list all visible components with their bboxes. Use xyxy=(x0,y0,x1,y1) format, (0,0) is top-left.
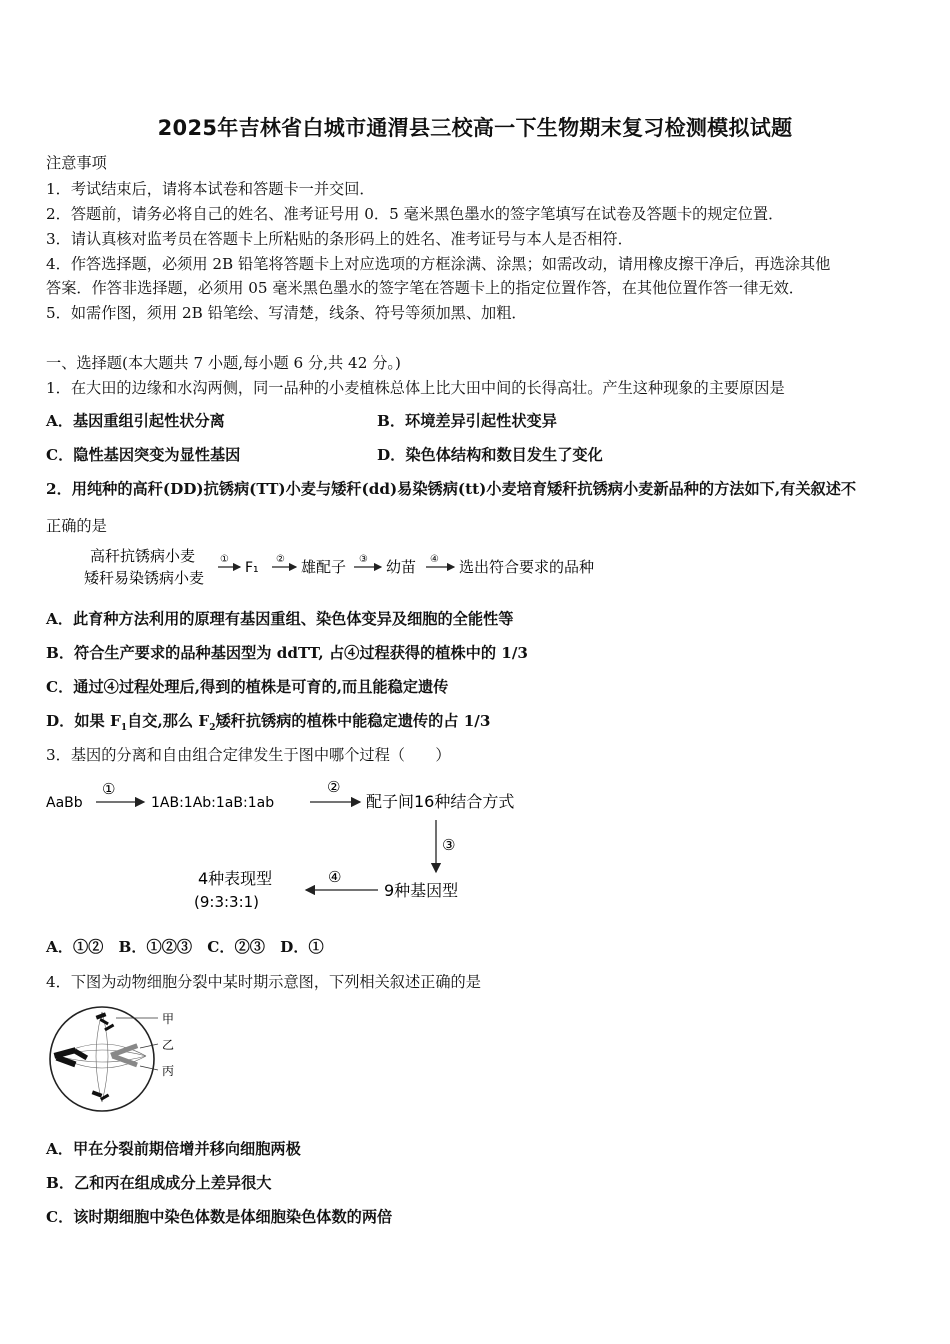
page-title: 2025年吉林省白城市通渭县三校高一下生物期末复习检测模拟试题 xyxy=(157,116,793,140)
q1-option-d: D．染色体结构和数目发生了变化 xyxy=(377,446,603,464)
q1-option-a: A．基因重组引起性状分离 xyxy=(46,412,225,430)
question-4-stem: 4．下图为动物细胞分裂中某时期示意图，下列相关叙述正确的是 xyxy=(46,973,481,991)
notice-item: 答案．作答非选择题，必须用 05 毫米黑色墨水的签字笔在答题卡上的指定位置作答，在其他位置作答一律无效． xyxy=(46,279,804,297)
gamete-ratio: 1AB:1Ab:1aB:1ab xyxy=(151,795,275,811)
q1-option-c: C．隐性基因突变为显性基因 xyxy=(46,446,241,464)
section-heading: 一、选择题(本大题共 7 小题,每小题 6 分,共 42 分。) xyxy=(46,354,401,372)
genotype-count: 9种基因型 xyxy=(384,881,459,900)
label-bing: 丙 xyxy=(162,1064,175,1078)
question-1-stem: 1．在大田的边缘和水沟两侧，同一品种的小麦植株总体上比大田中间的长得高壮。产生这种现象的主要原因是 xyxy=(46,379,785,397)
q4-option-b: B．乙和丙在组成成分上差异很大 xyxy=(46,1174,272,1192)
step-1-label: ① xyxy=(220,554,229,565)
parent-short-susceptible: 矮秆易染锈病小麦 xyxy=(84,569,205,587)
spindle-fibers xyxy=(58,1012,146,1102)
q1-option-b: B．环境差异引起性状变异 xyxy=(377,412,557,430)
q2-option-d: D．如果 $F_1$自交,那么 $F_2$矮秆抗锈病的植株中能稳定遗传的占 1/3 xyxy=(46,712,491,734)
question-2-stem: 2．用纯种的高秆(DD)抗锈病(TT)小麦与矮秆(dd)易染锈病(tt)小麦培育矮秆抗锈病小麦新品种的方法如下,有关叙述不 xyxy=(46,480,857,498)
notice-item: 3．请认真核对监考员在答题卡上所粘贴的条形码上的姓名、准考证号与本人是否相符． xyxy=(46,230,633,248)
select-label: 选出符合要求的品种 xyxy=(459,558,595,576)
phenotype-ratio: (9:3:3:1) xyxy=(194,893,260,911)
pointer-yi xyxy=(140,1044,158,1048)
pointer-bing xyxy=(140,1066,158,1070)
notice-heading: 注意事项 xyxy=(46,154,107,172)
genotype-aabb: AaBb xyxy=(46,795,83,811)
combination-label: 配子间16种结合方式 xyxy=(366,792,515,811)
f1-label: F₁ xyxy=(245,560,259,576)
step-3-label: ③ xyxy=(442,836,456,854)
parent-tall-resistant: 高秆抗锈病小麦 xyxy=(90,547,196,565)
step-1-label: ① xyxy=(102,780,116,798)
step-4-label: ④ xyxy=(430,554,439,565)
q2-option-b: B．符合生产要求的品种基因型为 ddTT, 占④过程获得的植株中的 1/3 xyxy=(46,644,528,662)
question-2-stem-cont: 正确的是 xyxy=(46,517,107,535)
step-2-label: ② xyxy=(327,778,341,796)
notice-item: 4．作答选择题，必须用 2B 铅笔将答题卡上对应选项的方框涂满、涂黑；如需改动，请用橡皮擦干净后，再选涂其他 xyxy=(46,255,831,273)
step-3-label: ③ xyxy=(359,554,368,565)
notice-item: 2．答题前，请务必将自己的姓名、准考证号用 0．5 毫米黑色墨水的签字笔填写在试卷及答题卡的规定位置． xyxy=(46,205,784,223)
seedling-label: 幼苗 xyxy=(386,558,417,576)
label-jia: 甲 xyxy=(162,1012,175,1026)
step-4-label: ④ xyxy=(328,868,342,886)
q2-option-a: A．此育种方法利用的原理有基因重组、染色体变异及细胞的全能性等 xyxy=(46,610,514,628)
q2-option-c: C．通过④过程处理后,得到的植株是可育的,而且能稳定遗传 xyxy=(46,678,449,696)
breeding-flow-diagram xyxy=(80,540,640,592)
notice-item: 1．考试结束后，请将本试卷和答题卡一并交回． xyxy=(46,180,375,198)
gamete-label: 雄配子 xyxy=(301,558,347,576)
q4-option-a: A．甲在分裂前期倍增并移向细胞两极 xyxy=(46,1140,301,1158)
cell-division-diagram xyxy=(46,1004,196,1116)
label-yi: 乙 xyxy=(162,1038,175,1052)
step-2-label: ② xyxy=(276,554,285,565)
q3-options: A．①② B．①②③ C．②③ D．① xyxy=(46,938,324,956)
segregation-flow-diagram xyxy=(44,774,544,916)
q4-option-c: C．该时期细胞中染色体数是体细胞染色体数的两倍 xyxy=(46,1208,393,1226)
question-3-stem: 3．基因的分离和自由组合定律发生于图中哪个过程（ ） xyxy=(46,746,451,764)
notice-item: 5．如需作图，须用 2B 铅笔绘、写清楚，线条、符号等须加黑、加粗． xyxy=(46,304,527,322)
phenotype-count: 4种表现型 xyxy=(198,869,273,888)
